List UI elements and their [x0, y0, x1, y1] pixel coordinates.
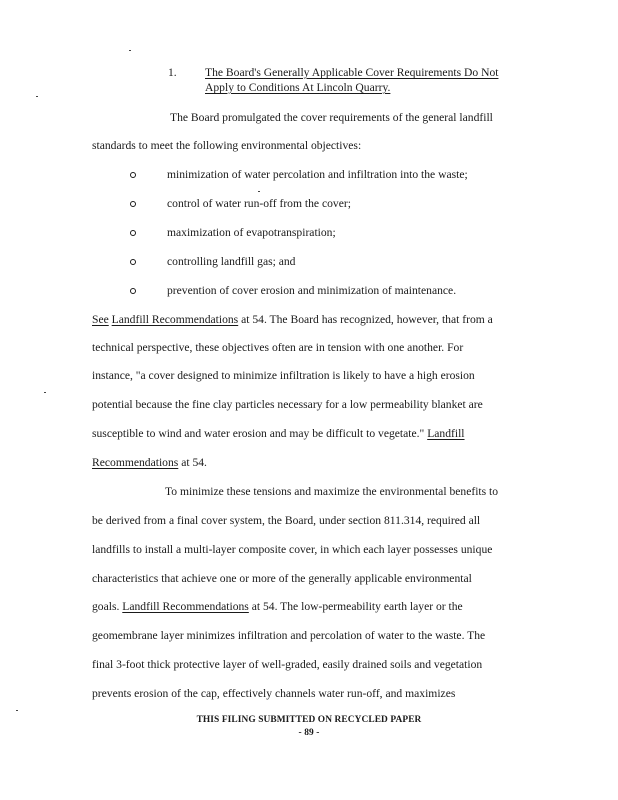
scan-speck [44, 392, 46, 393]
bullet-icon [130, 259, 136, 265]
intro-line-1: The Board promulgated the cover requirements of the general landfill [170, 111, 493, 124]
para2-line-6: geomembrane layer minimizes infiltration and percolation of water to the waste. The [92, 629, 486, 642]
para1-line-5-text: susceptible to wind and water erosion and may be difficult to vegetate." [92, 427, 425, 440]
para1-line-4: potential because the fine clay particles necessary for a low permeability blanket are [92, 398, 483, 411]
scan-speck [258, 191, 260, 192]
bullet-icon [130, 230, 136, 236]
para2-line-8: prevents erosion of the cap, effectively channels water run-off, and maximizes [92, 687, 456, 700]
citation-landfill: Landfill [427, 427, 465, 440]
heading-line-2: Apply to Conditions At Lincoln Quarry. [205, 81, 391, 94]
para1-line-1-text: at 54. The Board has recognized, however, that from a [241, 313, 493, 326]
bullet-icon [130, 201, 136, 207]
para1-line-3: instance, "a cover designed to minimize infiltration is likely to have a high erosion [92, 369, 475, 382]
heading-line-1: The Board's Generally Applicable Cover Requirements Do Not [205, 66, 499, 79]
para2-line-5 [92, 600, 463, 614]
citation-recommendations: Recommendations [92, 456, 179, 469]
heading-number: 1. [168, 66, 177, 79]
para1-line-6-text: at 54. [181, 456, 207, 469]
see-signal: See [92, 313, 109, 326]
citation-landfill-recommendations: Landfill Recommendations [122, 600, 249, 613]
para2-line-4: characteristics that achieve one or more of the generally applicable environmental [92, 572, 472, 585]
para1-line-5 [92, 427, 465, 441]
para1-line-2: technical perspective, these objectives often are in tension with one another. For [92, 341, 464, 354]
scan-speck [129, 50, 131, 51]
intro-line-2: standards to meet the following environmental objectives: [92, 139, 362, 152]
para2-line-5-start: goals. [92, 600, 120, 613]
para2-line-7: final 3-foot thick protective layer of well-graded, easily drained soils and vegetation [92, 658, 483, 671]
para2-line-1: To minimize these tensions and maximize the environmental benefits to [165, 485, 499, 498]
bullet-item: controlling landfill gas; and [167, 255, 296, 268]
bullet-item: control of water run-off from the cover; [167, 197, 351, 210]
bullet-icon [130, 172, 136, 178]
bullet-item: maximization of evapotranspiration; [167, 226, 336, 239]
para1-line-1 [92, 313, 493, 327]
recycled-paper-notice: THIS FILING SUBMITTED ON RECYCLED PAPER [196, 715, 422, 725]
scan-speck [16, 710, 18, 711]
bullet-icon [130, 288, 136, 294]
bullet-item: prevention of cover erosion and minimization of maintenance. [167, 284, 457, 297]
page-number: - 89 - [298, 728, 320, 738]
bullet-item: minimization of water percolation and infiltration into the waste; [167, 168, 468, 181]
citation-landfill-recommendations: Landfill Recommendations [111, 313, 239, 326]
para2-line-5-text: at 54. The low-permeability earth layer or the [251, 600, 463, 613]
para2-line-2: be derived from a final cover system, the Board, under section 811.314, required all [92, 514, 481, 527]
para1-line-6 [92, 456, 207, 470]
para2-line-3: landfills to install a multi-layer composite cover, in which each layer possesses unique [92, 543, 493, 556]
scan-speck [36, 96, 38, 97]
